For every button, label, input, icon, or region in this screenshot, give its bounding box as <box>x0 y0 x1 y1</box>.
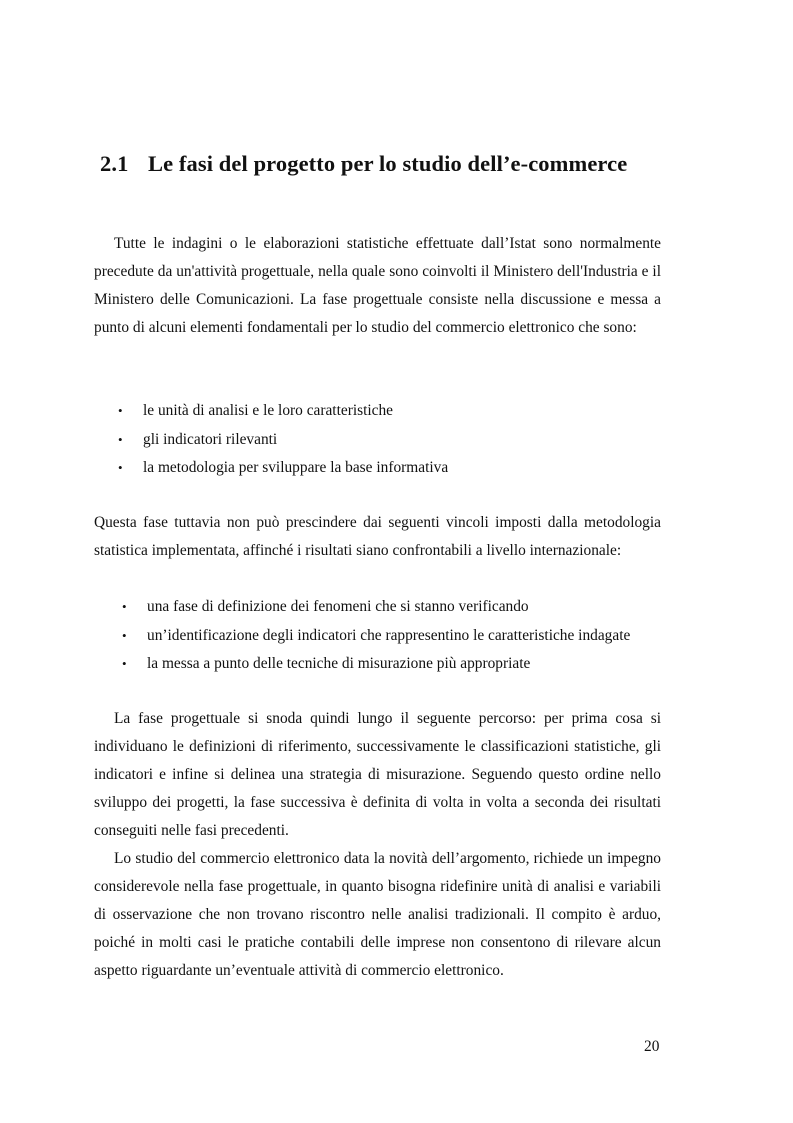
list-item-text: la messa a punto delle tecniche di misurazione più appropriate <box>147 655 531 672</box>
page-number: 20 <box>644 1038 660 1055</box>
list-item <box>122 622 630 651</box>
list-item-text: la metodologia per sviluppare la base informativa <box>143 459 449 476</box>
bullet-list-elements <box>118 397 448 483</box>
list-item-text: una fase di definizione dei fenomeni che si stanno verificando <box>147 598 529 615</box>
bullet-icon: • <box>122 656 127 671</box>
list-item <box>118 397 448 426</box>
bullet-list-constraints <box>122 593 630 679</box>
bullet-icon: • <box>118 460 123 475</box>
section-title-text: Le fasi del progetto per lo studio dell’e-commerce <box>148 151 628 176</box>
paragraph-study: Lo studio del commercio elettronico data la novità dell’argomento, richiede un impegno considerevole nella fase progettuale, in quanto bisogna ridefinire unità di analisi e variabili di osservazione che non trovano riscontro nelle analisi tradizionali. Il compito è arduo, poiché in molti casi le pratiche contabili delle imprese non consentono di rilevare alcun aspetto riguardante un’eventuale attività di commercio elettronico. <box>94 850 661 979</box>
list-item <box>122 650 630 679</box>
bullet-icon: • <box>118 431 123 447</box>
list-item <box>118 454 448 483</box>
section-heading <box>100 151 627 177</box>
list-item <box>122 593 630 622</box>
list-item-text: gli indicatori rilevanti <box>143 430 278 448</box>
list-item-text: le unità di analisi e le loro caratteristiche <box>143 402 393 419</box>
bullet-icon: • <box>118 403 123 418</box>
paragraph-constraints: Questa fase tuttavia non può prescindere dai seguenti vincoli imposti dalla metodologia statistica implementata, affinché i risultati siano confrontabili a livello internazionale: <box>94 514 661 559</box>
bullet-icon: • <box>122 599 127 614</box>
bullet-icon: • <box>122 627 127 643</box>
list-item-text: un’identificazione degli indicatori che rappresentino le caratteristiche indagate <box>147 626 631 644</box>
paragraph-process: La fase progettuale si snoda quindi lungo il seguente percorso: per prima cosa si individuano le definizioni di riferimento, successivamente le classificazioni statistiche, gli indicatori e infine si delinea una strategia di misurazione. Seguendo questo ordine nello sviluppo dei progetti, la fase successiva è definita di volta in volta a seconda dei risultati conseguiti nelle fasi precedenti. <box>94 710 661 839</box>
list-item <box>118 426 448 455</box>
section-number: 2.1 <box>100 151 129 176</box>
paragraph-intro: Tutte le indagini o le elaborazioni statistiche effettuate dall’Istat sono normalmente precedute da un'attività progettuale, nella quale sono coinvolti il Ministero dell'Industria e il Ministero delle Comunicazioni. La fase progettuale consiste nella discussione e messa a punto di alcuni elementi fondamentali per lo studio del commercio elettronico che sono: <box>94 235 661 336</box>
